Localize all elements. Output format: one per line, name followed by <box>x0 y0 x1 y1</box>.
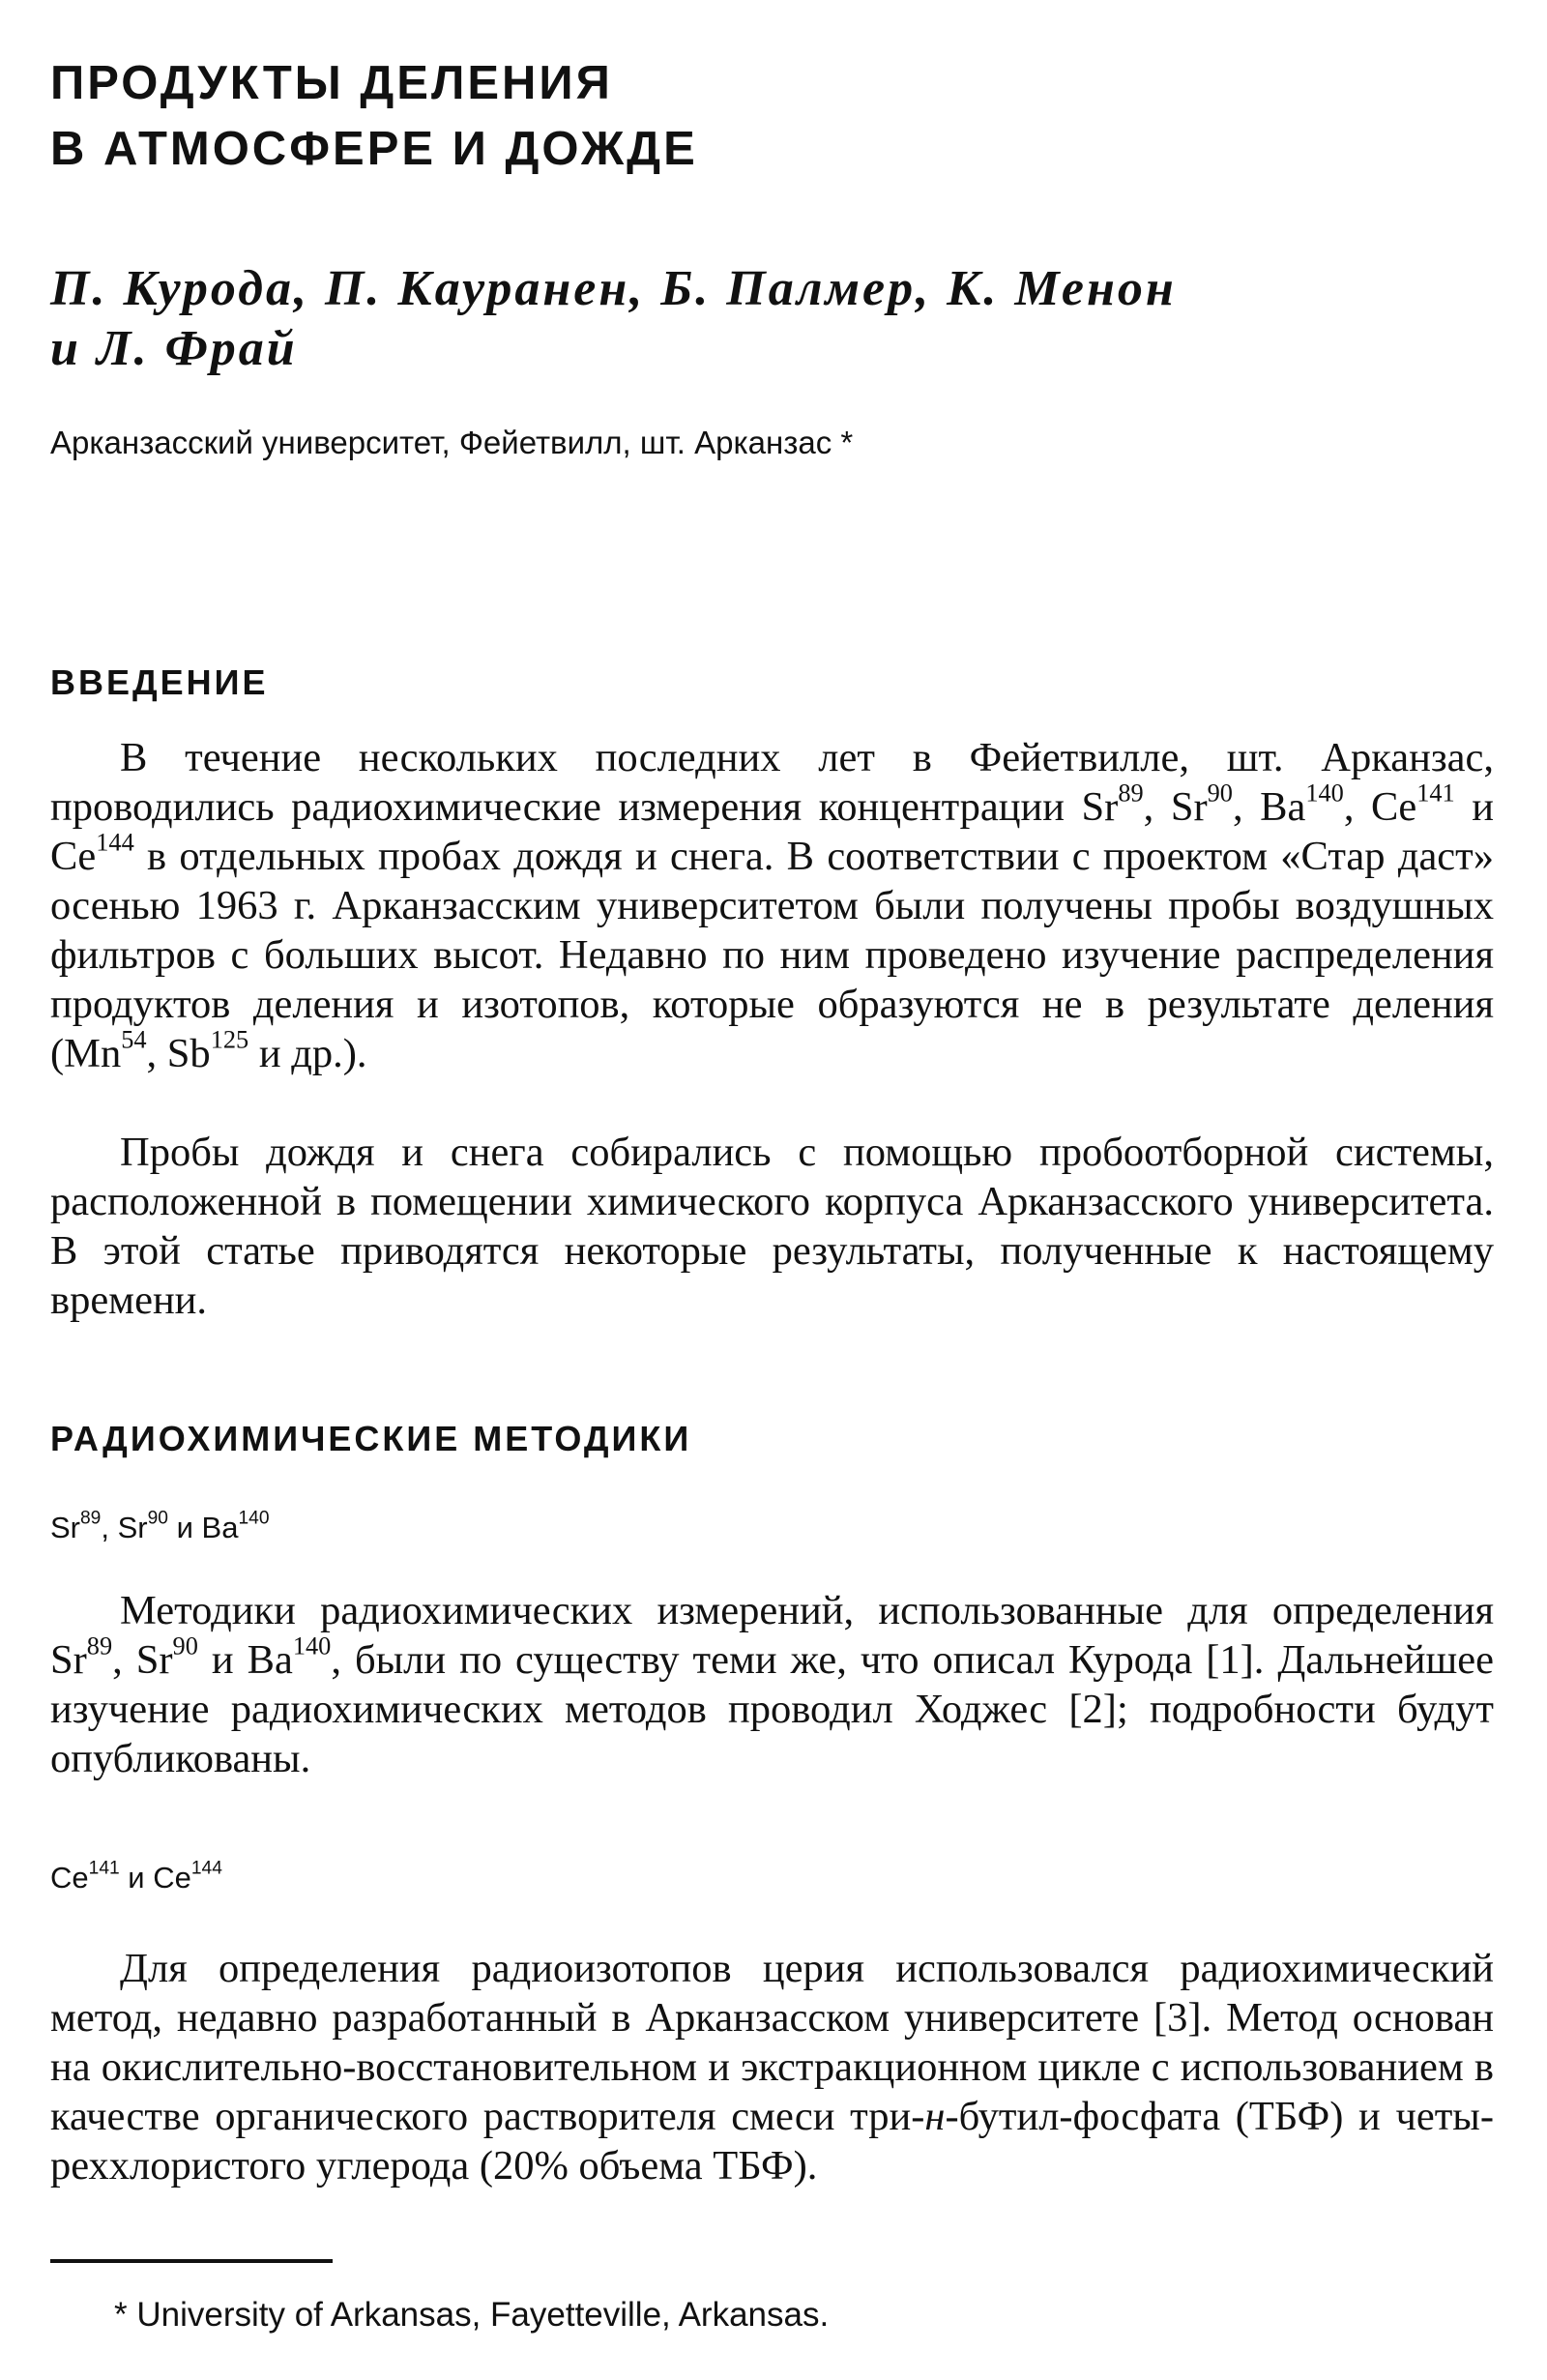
isotope-mass-number: 140 <box>1305 779 1344 808</box>
isotope-mass-number: 140 <box>238 1508 270 1529</box>
section-heading-introduction: ВВЕДЕНИЕ <box>50 662 269 702</box>
text-run: , Sb <box>146 1031 211 1076</box>
isotope-mass-number: 90 <box>147 1508 168 1529</box>
methods-paragraph-sr-ba <box>50 1586 1494 1783</box>
subsection-heading-ce <box>50 1859 222 1897</box>
text-run: и Ba <box>197 1637 293 1683</box>
intro-paragraph-2: Пробы дождя и снега собирались с помощью пробоотборной системы, расположенной в помещении химического корпуса Арканзасского университета. В этой статье приводятся некоторые результаты, полученные к настоящему времени. <box>50 1130 1494 1323</box>
isotope-mass-number: 141 <box>88 1858 120 1879</box>
footnote: * University of Arkansas, Fayetteville, Arkansas. <box>114 2296 830 2334</box>
text-run: Ce <box>50 1861 89 1895</box>
author-list-line2: и Л. Фрай <box>50 321 298 376</box>
text-run: , Sr <box>1143 784 1208 830</box>
text-run: -бутил-фосфата (ТБФ) и четыреххлористого углерода (20% объема ТБФ). <box>50 2094 1494 2189</box>
isotope-mass-number: 90 <box>172 1631 198 1660</box>
article-title <box>50 50 698 182</box>
text-run: и Ce <box>50 784 1494 879</box>
article-title-line1: ПРОДУКТЫ ДЕЛЕНИЯ <box>50 57 613 109</box>
isotope-mass-number: 125 <box>210 1025 249 1054</box>
text-run: и Ba <box>167 1511 239 1544</box>
text-run: , Sr <box>101 1511 148 1544</box>
isotope-mass-number: 89 <box>80 1508 102 1529</box>
author-list-line1: П. Курода, П. Кауранен, Б. Палмер, К. Менон <box>50 261 1177 316</box>
intro-paragraph-1 <box>50 733 1494 1078</box>
isotope-mass-number: 89 <box>1118 779 1144 808</box>
text-run: Для определения радиоизотопов церия использовался радиохимический метод, недавно разработанный в Арканзасском университете [3]. Метод основан на окислительно-восстановительном и экстракционном цикле с использованием в качестве органического растворителя смеси три- <box>50 1946 1494 2139</box>
text-run-italic: н <box>924 2094 946 2139</box>
text-run: Методики радиохимических измерений, использованные для определения Sr <box>50 1588 1494 1683</box>
isotope-mass-number: 141 <box>1416 779 1455 808</box>
isotope-mass-number: 144 <box>96 828 134 857</box>
text-run: в отдельных пробах дождя и снега. В соответствии с проектом «Стар даст» осенью 1963 г. Арканзасским университетом были получены пробы воздушных фильтров с больших высот. Недавно по ним проведено изучение распределения продуктов деления и изотопов, которые образуются не в результате деления (Mn <box>50 834 1494 1076</box>
methods-paragraph-ce <box>50 1944 1494 2190</box>
text-run: В течение нескольких последних лет в Фейетвилле, шт. Арканзас, проводились радиохимические измерения концентрации Sr <box>50 735 1494 830</box>
isotope-mass-number: 144 <box>190 1858 222 1879</box>
text-run: и др.). <box>248 1031 367 1076</box>
text-run: и Ce <box>119 1861 191 1895</box>
isotope-mass-number: 89 <box>86 1631 113 1660</box>
isotope-mass-number: 54 <box>121 1025 147 1054</box>
article-title-line2: В АТМОСФЕРЕ И ДОЖДЕ <box>50 123 698 175</box>
text-run: , Sr <box>112 1637 173 1683</box>
author-list <box>50 259 1177 379</box>
text-run: , Ce <box>1343 784 1417 830</box>
isotope-mass-number: 90 <box>1207 779 1233 808</box>
text-run: Sr <box>50 1511 80 1544</box>
section-heading-methods: РАДИОХИМИЧЕСКИЕ МЕТОДИКИ <box>50 1419 692 1458</box>
text-run: , были по существу теми же, что описал Курода [1]. Дальнейшее изучение радиохимических методов проводил Ходжес [2]; подробности будут опубликованы. <box>50 1637 1494 1781</box>
isotope-mass-number: 140 <box>292 1631 332 1660</box>
subsection-heading-sr-ba <box>50 1509 270 1547</box>
text-run: , Ba <box>1232 784 1306 830</box>
affiliation: Арканзасский университет, Фейетвилл, шт. Арканзас * <box>50 425 854 460</box>
footnote-divider <box>50 2259 333 2263</box>
